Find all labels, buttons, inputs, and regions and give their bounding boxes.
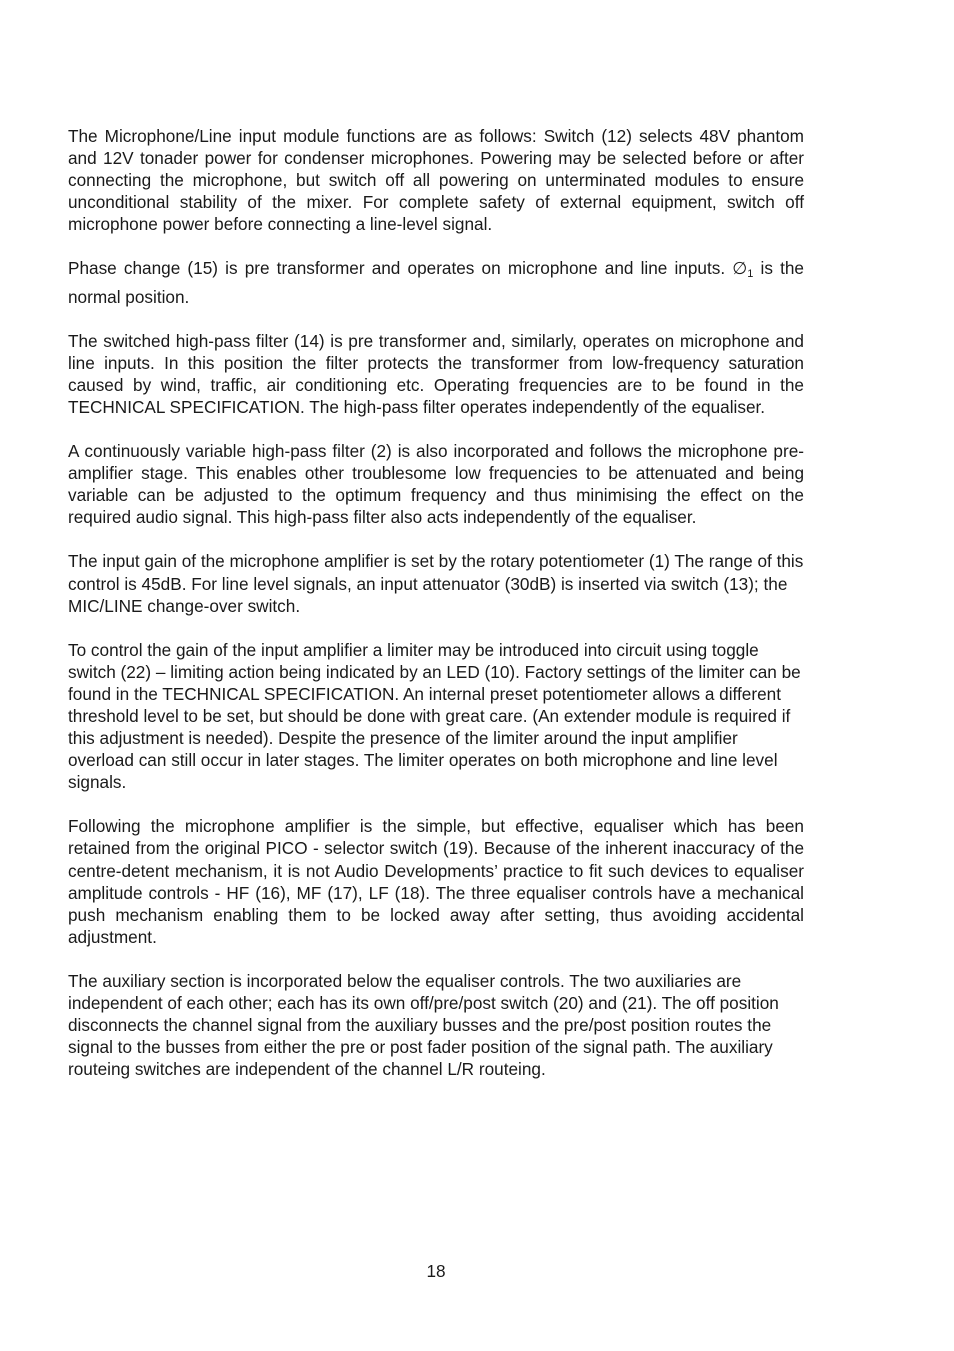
phase-symbol: ∅ (732, 258, 748, 279)
phase-subscript: 1 (747, 268, 754, 281)
paragraph-auxiliary-section: The auxiliary section is incorporated below the equaliser controls. The two auxiliaries are independent of each other; each has its own off/pre/post switch (20) and (21). The off position disconnects the channel signal from the auxiliary busses and the pre/post position routes the signal to the busses from either the pre or post fader position of the signal path. The auxiliary routeing switches are independent of the channel L/R routeing. (68, 970, 779, 1080)
paragraph-limiter: To control the gain of the input amplifier a limiter may be introduced into circuit using toggle switch (22) – limiting action being indicated by an LED (10). Factory settings of the limiter can be found in the TECHNICAL SPECIFICATION. An internal preset potentiometer allows a different threshold level to be set, but should be done with great care. (An extender module is required if this adjustment is needed). Despite the presence of the limiter around the input amplifier overload can still occur in later stages. The limiter operates on both microphone and line level signals. (68, 639, 801, 793)
paragraph-phase-change (68, 257, 804, 307)
page-body (68, 125, 804, 1102)
page-number: 18 (426, 1261, 446, 1281)
phase-text-before: Phase change (15) is pre transformer and operates on microphone and line inputs. (68, 258, 733, 279)
paragraph-input-gain: The input gain of the microphone amplifier is set by the rotary potentiometer (1) The range of this control is 45dB. For line level signals, an input attenuator (30dB) is inserted via switch (13); the MIC/LINE change-over switch. (68, 551, 804, 616)
paragraph-variable-high-pass-filter: A continuously variable high-pass filter (2) is also incorporated and follows the microphone pre-amplifier stage. This enables other troublesome low frequencies to be attenuated and being variable can be adjusted to the optimum frequency and thus minimising the effect on the required audio signal. This high-pass filter also acts independently of the equaliser. (68, 441, 804, 528)
paragraph-equaliser: Following the microphone amplifier is the simple, but effective, equaliser which has been retained from the original PICO - selector switch (19). Because of the inherent inaccuracy of the centre-detent mechanism, it is not Audio Developments’ practice to fit such devices to equaliser amplitude controls - HF (16), MF (17), LF (18). The three equaliser controls have a mechanical push mechanism enabling them to be locked away after setting, thus avoiding accidental adjustment. (68, 816, 804, 947)
paragraph-switched-high-pass-filter: The switched high-pass filter (14) is pre transformer and, similarly, operates on microphone and line inputs. In this position the filter protects the transformer from low-frequency saturation caused by wind, traffic, air conditioning etc. Operating frequencies are to be found in the TECHNICAL SPECIFICATION. The high-pass filter operates independently of the equaliser. (68, 330, 804, 417)
phase-text-after: is the normal position. (68, 258, 804, 307)
paragraph-mic-line-functions: The Microphone/Line input module functions are as follows: Switch (12) selects 48V phantom and 12V tonader power for condenser microphones. Powering may be selected before or after connecting the microphone, but switch off all powering on unterminated modules to ensure unconditional stability of the mixer. For complete safety of external equipment, switch off microphone power before connecting a line-level signal. (68, 126, 804, 235)
